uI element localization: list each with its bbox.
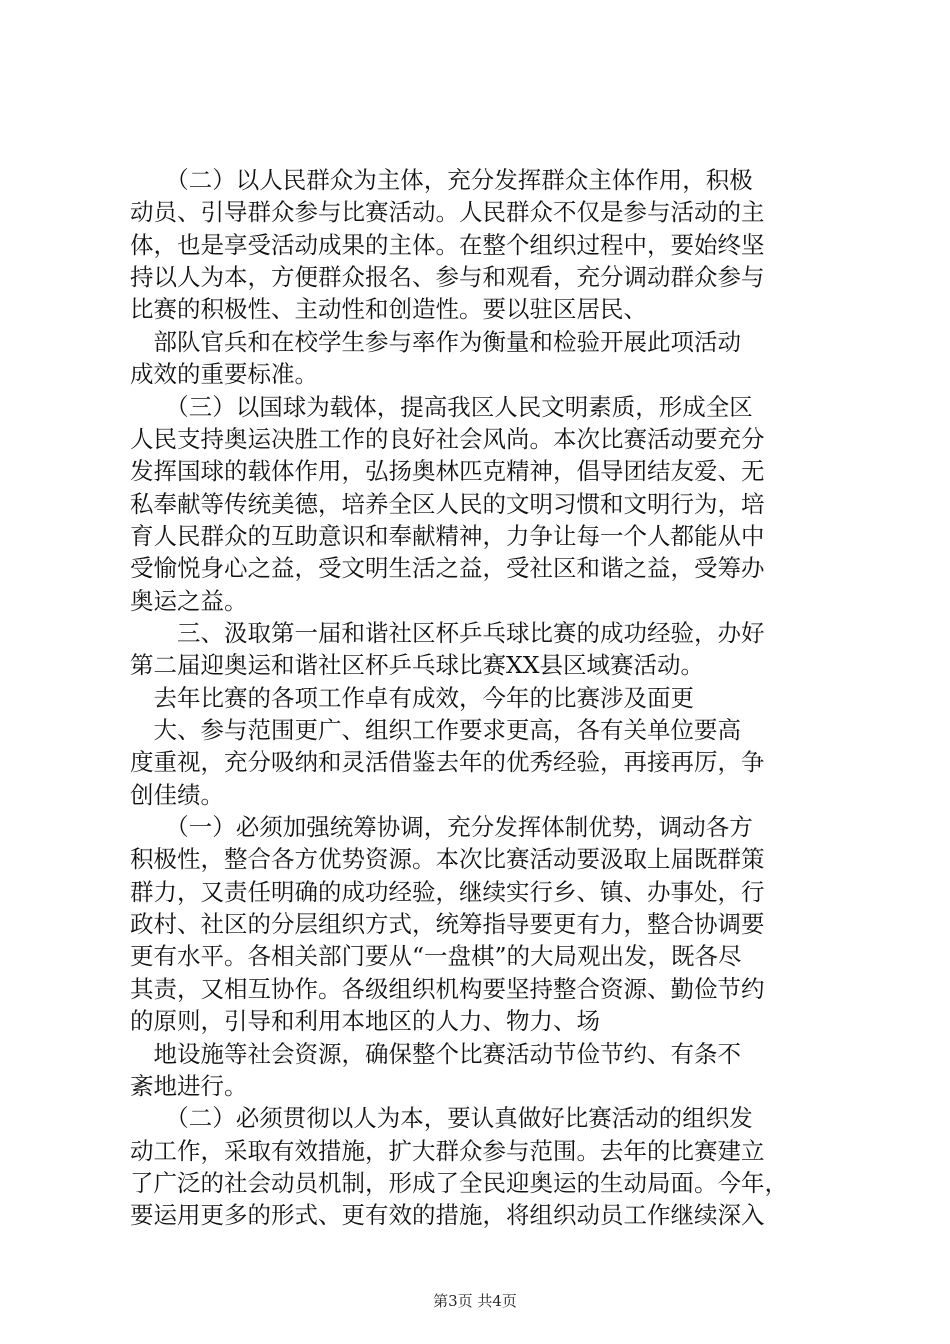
text-line: 度重视，充分吸纳和灵活借鉴去年的优秀经验，再接再厉，争 [130,748,765,777]
text-line: 地设施等社会资源，确保整个比赛活动节俭节约、有条不 [130,1039,741,1068]
text-line: 人民支持奥运决胜工作的良好社会风尚。本次比赛活动要充分 [130,424,765,453]
text-line: 奥运之益。 [130,586,248,615]
text-line: 持以人为本，方便群众报名、参与和观看，充分调动群众参与 [130,263,765,292]
text-line: 体，也是享受活动成果的主体。在整个组织过程中，要始终坚 [130,230,765,259]
text-line: 动工作，采取有效措施，扩大群众参与范围。去年的比赛建立 [130,1136,765,1165]
page-number-footer: 第3页 共4页 [433,1292,517,1310]
text-line: （三）以国球为载体，提高我区人民文明素质，形成全区 [130,392,753,421]
text-line: 积极性，整合各方优势资源。本次比赛活动要汲取上届既群策 [130,845,765,874]
text-line: 受愉悦身心之益，受文明生活之益，受社区和谐之益，受筹办 [130,554,765,583]
text-line: 三、汲取第一届和谐社区杯乒乓球比赛的成功经验，办好 [130,618,765,647]
text-line: 大、参与范围更广、组织工作要求更高，各有关单位要高 [130,716,741,744]
text-line: 要运用更多的形式、更有效的措施，将组织动员工作继续深入 [130,1201,765,1230]
text-line: 第二届迎奥运和谐社区杯乒乓球比赛XX县区域赛活动。 [130,651,704,680]
text-line: 成效的重要标准。 [130,360,318,389]
text-line: 比赛的积极性、主动性和创造性。要以驻区居民、 [130,295,647,324]
text-line: 部队官兵和在校学生参与率作为衡量和检验开展此项活动 [130,327,741,356]
text-line: 了广泛的社会动员机制，形成了全民迎奥运的生动局面。今年， [130,1168,788,1197]
text-line: 其责，又相互协作。各级组织机构要坚持整合资源、勤俭节约 [130,974,765,1003]
text-line: （二）以人民群众为主体，充分发挥群众主体作用，积极 [130,166,753,194]
text-line: 创佳绩。 [130,780,224,809]
text-line: 去年比赛的各项工作卓有成效，今年的比赛涉及面更 [130,683,694,712]
text-line: 群力，又责任明确的成功经验，继续实行乡、镇、办事处，行 [130,877,765,906]
text-line: （一）必须加强统筹协调，充分发挥体制优势，调动各方 [130,813,753,841]
text-line: 政村、社区的分层组织方式，统筹指导要更有力，整合协调要 [130,910,765,939]
text-line: 发挥国球的载体作用，弘扬奥林匹克精神，倡导团结友爱、无 [130,457,765,486]
text-line: 的原则，引导和利用本地区的人力、物力、场 [130,1007,600,1036]
text-line: 育人民群众的互助意识和奉献精神，力争让每一个人都能从中 [130,521,765,550]
text-line: （二）必须贯彻以人为本，要认真做好比赛活动的组织发 [130,1104,753,1133]
text-line: 紊地进行。 [130,1071,248,1100]
text-line: 更有水平。各相关部门要从“一盘棋”的大局观出发，既各尽 [130,942,742,971]
text-line: 动员、引导群众参与比赛活动。人民群众不仅是参与活动的主 [130,198,765,227]
text-line: 私奉献等传统美德，培养全区人民的文明习惯和文明行为，培 [130,489,765,518]
